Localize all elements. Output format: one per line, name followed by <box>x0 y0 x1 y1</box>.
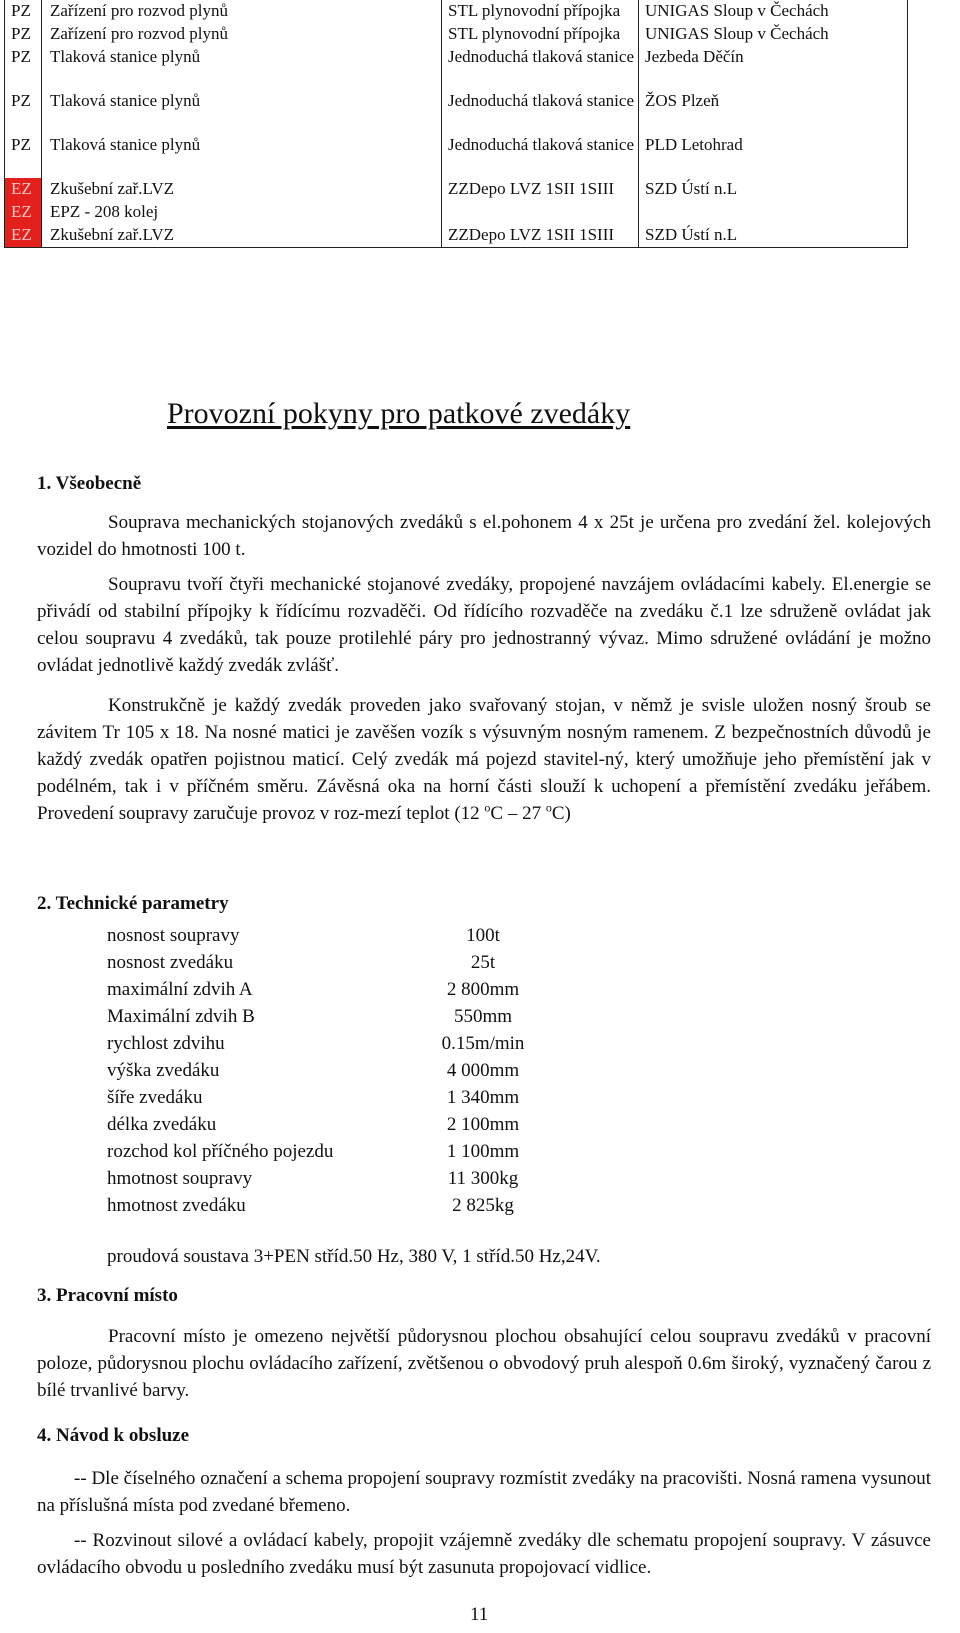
parameter-row <box>107 1111 563 1138</box>
table-row <box>5 201 908 224</box>
table-row-location: UNIGAS Sloup v Čechách <box>639 23 908 46</box>
table-row-type: ZZDepo LVZ 1SII 1SIII <box>442 178 639 201</box>
section-1-heading: 1. Všeobecně <box>37 473 142 494</box>
parameter-row <box>107 1138 563 1165</box>
table-row <box>5 178 908 201</box>
parameter-value: 25t <box>470 952 496 973</box>
parameter-row <box>107 1192 563 1219</box>
table-row-code: EZ <box>5 178 42 201</box>
table-row-location <box>639 201 908 224</box>
table-row-type: Jednoduchá tlaková stanice <box>442 90 639 134</box>
parameter-label: délka zvedáku <box>107 1114 217 1135</box>
table-row-name: Zařízení pro rozvod plynů <box>42 23 442 46</box>
parameter-value: 1 100mm <box>446 1141 520 1162</box>
table-row-type <box>442 201 639 224</box>
parameter-value: 4 000mm <box>446 1060 520 1081</box>
parameter-value: 2 800mm <box>446 979 520 1000</box>
parameter-row <box>107 976 563 1003</box>
parameter-label: nosnost soupravy <box>107 925 240 946</box>
section-1-paragraph-1: Souprava mechanických stojanových zvedáků s el.pohonem 4 x 25t je určena pro zvedání žel. kolejových vozidel do hmotnosti 100 t. <box>37 512 931 560</box>
table-row <box>5 46 908 90</box>
table-row-name: EPZ - 208 kolej <box>42 201 442 224</box>
parameter-row <box>107 1165 563 1192</box>
table-row <box>5 90 908 134</box>
parameter-value: 2 100mm <box>446 1114 520 1135</box>
parameter-row <box>107 922 563 949</box>
table-row-name: Zkušební zař.LVZ <box>42 178 442 201</box>
section-4-heading: 4. Návod k obsluze <box>37 1425 190 1446</box>
equipment-table <box>4 0 908 248</box>
page-title: Provozní pokyny pro patkové zvedáky <box>167 397 631 430</box>
table-row-type: STL plynovodní přípojka <box>442 23 639 46</box>
parameter-value: 1 340mm <box>446 1087 520 1108</box>
parameter-label: maximální zdvih A <box>107 979 253 1000</box>
table-row-location: ŽOS Plzeň <box>639 90 908 134</box>
section-2-heading: 2. Technické parametry <box>37 893 229 914</box>
table-row-location: SZD Ústí n.L <box>639 224 908 248</box>
table-row-name: Tlaková stanice plynů <box>42 90 442 134</box>
table-row-code: EZ <box>5 201 42 224</box>
table-row-type: Jednoduchá tlaková stanice <box>442 46 639 90</box>
page-number: 11 <box>470 1604 489 1625</box>
section-4-paragraph-2: -- Rozvinout silové a ovládací kabely, propojit vzájemně zvedáky dle schematu propojení soupravy. V zásuvce ovládacího obvodu u posledního zvedáku musí být zasunuta propojovací vidlice. <box>37 1530 931 1578</box>
table-row-code: PZ <box>5 23 42 46</box>
parameter-row <box>107 1003 563 1030</box>
parameter-value: 550mm <box>453 1006 513 1027</box>
table-row <box>5 23 908 46</box>
parameter-label: Maximální zdvih B <box>107 1006 255 1027</box>
table-row-name: Tlaková stanice plynů <box>42 46 442 90</box>
technical-parameters-list <box>107 922 563 1219</box>
table-row-location: Jezbeda Děčín <box>639 46 908 90</box>
parameter-label: výška zvedáku <box>107 1060 220 1081</box>
table-row-type: STL plynovodní přípojka <box>442 0 639 23</box>
parameter-label: rychlost zdvihu <box>107 1033 225 1054</box>
table-row-code: EZ <box>5 224 42 248</box>
section-3-paragraph: Pracovní místo je omezeno největší půdorysnou plochou obsahující celou soupravu zvedáků v pracovní poloze, půdorysnou plochu ovládacího zařízení, zvětšenou o obvodový pruh alespoň 0.6m široký, vyznačený čarou z bílé trvanlivé barvy. <box>37 1326 931 1401</box>
parameter-value: 2 825kg <box>452 1195 514 1216</box>
table-row-name: Zkušební zař.LVZ <box>42 224 442 248</box>
section-1-paragraph-3: Konstrukčně je každý zvedák proveden jako svařovaný stojan, v němž je svisle uložen nosný šroub se závitem Tr 105 x 18. Na nosné matici je zavěšen vozík s výsuvným nosným ramenem. Z bezpečnostních důvodů je každý zvedák opatřen pojistnou maticí. Celý zvedák má pojezd stavitel-ný, který umožňuje jeho přemístění jak v podélném, tak i v příčném směru. Závěsná oka na horní části slouží k uchopení a přemístění zvedáku jeřábem. Provedení soupravy zaručuje provoz v roz-mezí teplot (12 $^o$C – 27 $^o$C) <box>37 695 931 824</box>
parameter-value: 100t <box>466 925 500 946</box>
table-row <box>5 224 908 248</box>
table-row-location: SZD Ústí n.L <box>639 178 908 201</box>
parameter-value: 11 300kg <box>447 1168 519 1189</box>
table-row <box>5 0 908 23</box>
parameter-label: hmotnost soupravy <box>107 1168 253 1189</box>
table-row-location: PLD Letohrad <box>639 134 908 178</box>
parameter-label: nosnost zvedáku <box>107 952 234 973</box>
section-1-paragraph-2: Soupravu tvoří čtyři mechanické stojanové zvedáky, propojené navzájem ovládacími kabely. El.energie se přivádí od stabilní přípojky k řídícímu rozvaděči. Od řídícího rozvaděče na zvedáku č.1 lze sdruženě ovládat jak celou soupravu 4 zvedáků, tak pouze protilehlé páry pro jednostranný vývaz. Mimo sdružené ovládání je možno ovládat jednotlivě každý zvedák zvlášť. <box>37 574 931 676</box>
table-row-name: Tlaková stanice plynů <box>42 134 442 178</box>
section-4-paragraph-1: -- Dle číselného označení a schema propojení soupravy rozmístit zvedáky na pracovišti. Nosná ramena vysunout na příslušná místa pod zvedané břemeno. <box>37 1468 931 1516</box>
table-row-type: Jednoduchá tlaková stanice <box>442 134 639 178</box>
parameter-label: šíře zvedáku <box>107 1087 203 1108</box>
table-row-type: ZZDepo LVZ 1SII 1SIII <box>442 224 639 248</box>
parameter-label: rozchod kol příčného pojezdu <box>107 1141 334 1162</box>
parameter-value: 0.15m/min <box>441 1033 525 1054</box>
table-row-code: PZ <box>5 0 42 23</box>
power-supply-text: proudová soustava 3+PEN stříd.50 Hz, 380 V, 1 stříd.50 Hz,24V. <box>107 1246 601 1267</box>
table-row-name: Zařízení pro rozvod plynů <box>42 0 442 23</box>
parameter-row <box>107 1030 563 1057</box>
table-row-code: PZ <box>5 46 42 90</box>
table-row <box>5 134 908 178</box>
parameter-label: hmotnost zvedáku <box>107 1195 246 1216</box>
section-3-heading: 3. Pracovní místo <box>37 1285 178 1306</box>
parameter-row <box>107 1084 563 1111</box>
table-row-code: PZ <box>5 134 42 178</box>
table-row-location: UNIGAS Sloup v Čechách <box>639 0 908 23</box>
parameter-row <box>107 1057 563 1084</box>
parameter-row <box>107 949 563 976</box>
table-row-code: PZ <box>5 90 42 134</box>
